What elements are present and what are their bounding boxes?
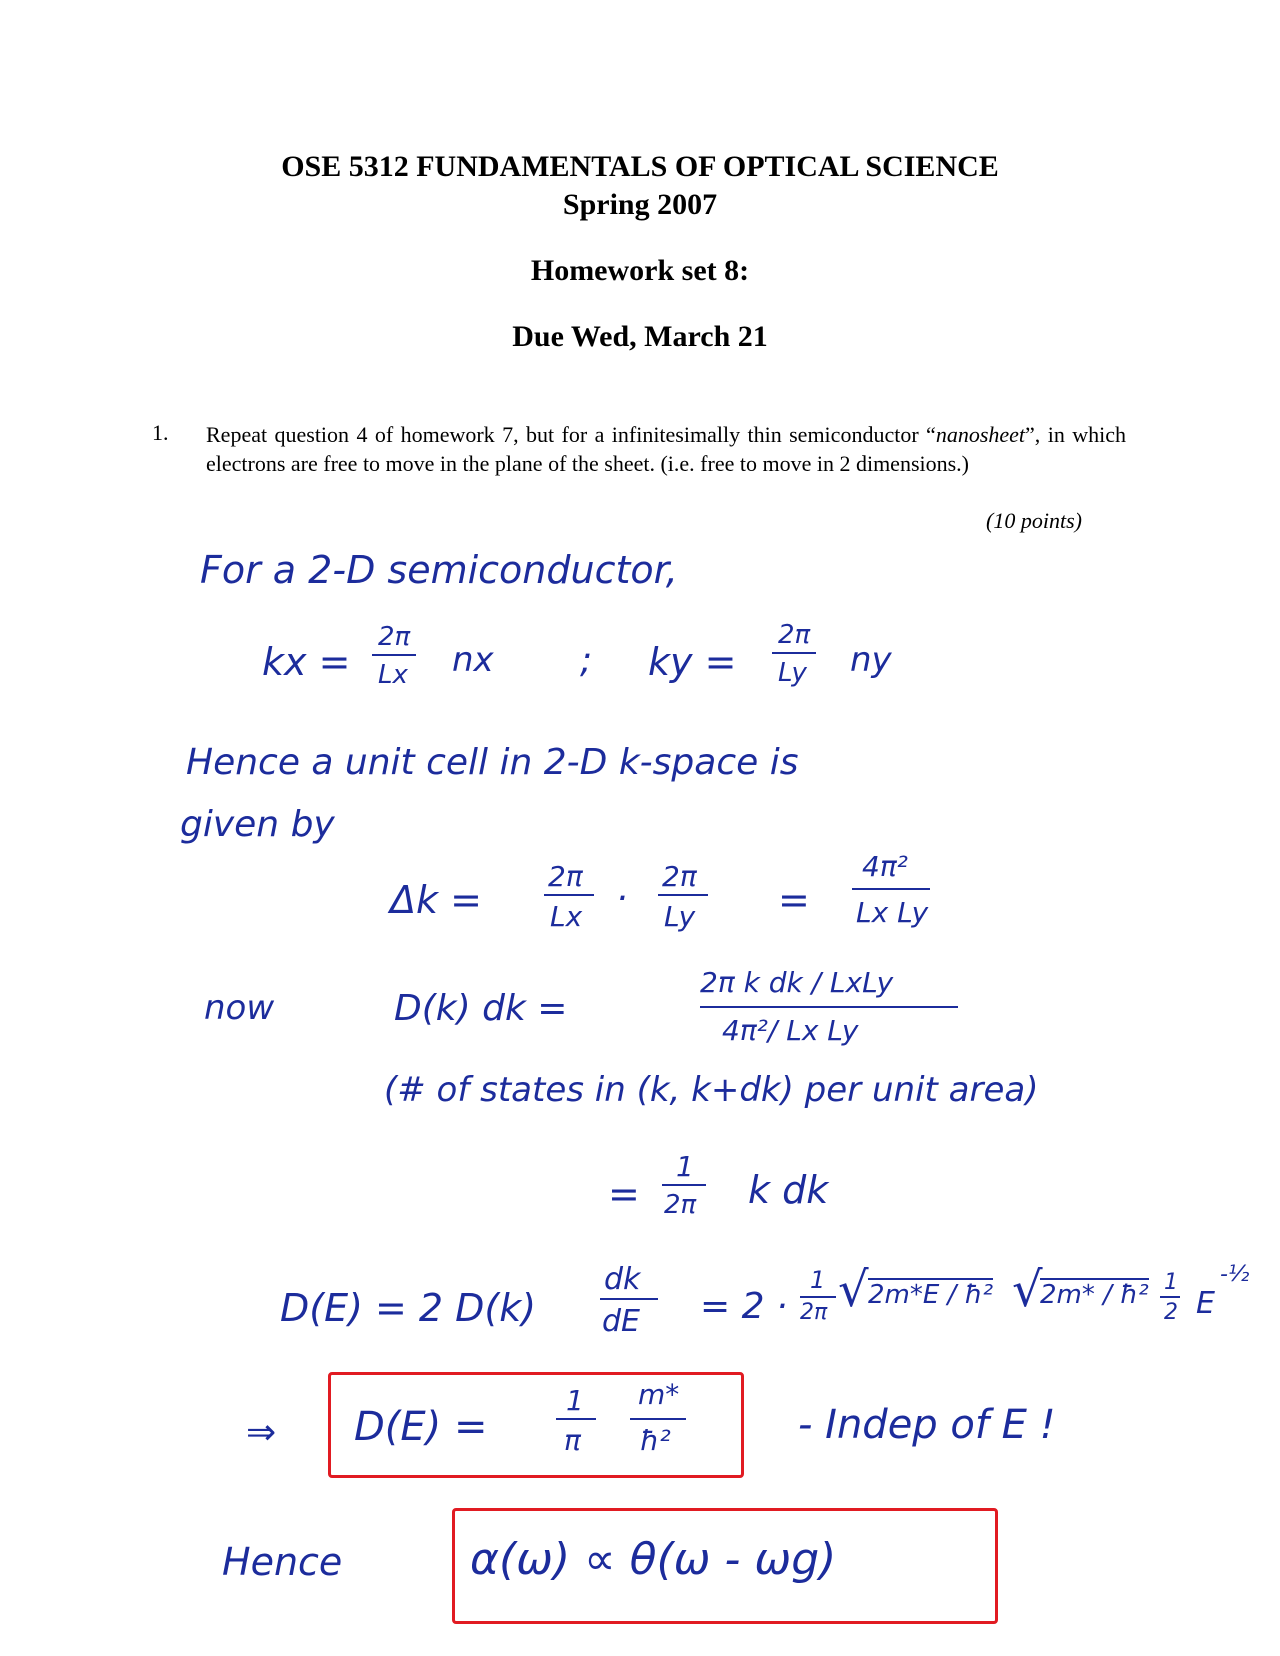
course-title: OSE 5312 FUNDAMENTALS OF OPTICAL SCIENCE <box>281 150 999 183</box>
independence-note: - Indep of E ! <box>798 1402 1056 1448</box>
de-tail: E <box>1196 1286 1215 1321</box>
kx-frac-bar <box>372 654 416 656</box>
question-text-end: ”, in which electrons are free to move in the plane of the sheet. (i.e. free to move in 2 dimensions.) <box>206 422 1126 476</box>
final-proportionality: α(ω) ∝ θ(ω - ωg) <box>470 1534 837 1585</box>
dk-frac2-den: Ly <box>664 900 696 933</box>
de-sqrt2-sign: √ <box>1012 1262 1043 1318</box>
ky-lhs: ky = <box>648 640 737 684</box>
dk-result-num: 4π² <box>862 850 908 883</box>
de-half-den: 2 <box>1164 1300 1178 1325</box>
hence-label: Hence <box>222 1540 343 1584</box>
question-number: 1. <box>152 420 169 445</box>
now-label: now <box>204 988 275 1028</box>
result-bar1 <box>556 1418 596 1420</box>
de-rhs: = 2 · <box>700 1286 788 1327</box>
dk-result-bar <box>852 888 930 890</box>
de-derivation-lhs: D(E) = 2 D(k) <box>280 1286 537 1330</box>
ky-den: Ly <box>778 658 807 688</box>
states-note: (# of states in (k, k+dk) per unit area) <box>384 1070 1039 1110</box>
dk-frac1-bar <box>544 894 594 896</box>
ky-frac-bar <box>772 652 816 654</box>
kx-num: 2π <box>378 622 411 652</box>
implies-arrow: ⇒ <box>246 1412 277 1453</box>
de-exponent: -½ <box>1220 1262 1250 1287</box>
de-coef-bar <box>800 1296 836 1298</box>
result-den1: π <box>564 1424 581 1457</box>
result-den2: ħ² <box>640 1424 671 1457</box>
de-dk-num: dk <box>604 1262 641 1297</box>
dkdk-simplified-bar <box>662 1184 706 1186</box>
ky-num: 2π <box>778 620 811 650</box>
dkdk-bar <box>700 1006 958 1008</box>
de-half-num: 1 <box>1164 1270 1178 1295</box>
de-dk-bar <box>600 1298 658 1300</box>
dk-frac2-num: 2π <box>662 860 697 893</box>
ky-var: ny <box>850 640 892 680</box>
de-sqrt1: 2m*E / ħ² <box>868 1280 994 1310</box>
unit-cell-text: Hence a unit cell in 2-D k-space is <box>186 742 799 783</box>
result-num2: m* <box>638 1378 680 1411</box>
solution-intro: For a 2-D semiconductor, <box>200 548 678 592</box>
dkdk-den: 4π²/ Lx Ly <box>722 1014 859 1047</box>
given-by-text: given by <box>180 804 335 845</box>
question-text-start: Repeat question 4 of homework 7, but for a infinitesimally thin semiconductor “ <box>206 422 936 447</box>
dk-eq: = <box>778 878 810 922</box>
dkdk-simplified-den: 2π <box>664 1190 697 1220</box>
kx-lhs: kx = <box>262 640 351 684</box>
de-coef-den: 2π <box>800 1300 828 1325</box>
question-text-emph: nanosheet <box>935 422 1026 447</box>
de-coef-num: 1 <box>810 1266 826 1294</box>
result-num1: 1 <box>566 1384 584 1417</box>
term: Spring 2007 <box>562 188 718 221</box>
k-separator: ; <box>580 640 593 681</box>
dk-frac1-num: 2π <box>548 860 583 893</box>
de-half-bar <box>1160 1296 1180 1298</box>
dk-dot: · <box>616 878 628 919</box>
question-points: (10 points) <box>986 508 1082 533</box>
de-dk-den: dE <box>602 1304 640 1339</box>
dk-result-den: Lx Ly <box>856 896 929 929</box>
dk-frac2-bar <box>658 894 708 896</box>
dkdk-num: 2π k dk / LxLy <box>700 966 894 999</box>
question-text <box>206 420 1126 478</box>
result-bar2 <box>630 1418 686 1420</box>
dkdk-simplified-num: 1 <box>676 1150 694 1183</box>
de-sqrt1-sign: √ <box>838 1262 869 1318</box>
dkdk-lhs: D(k) dk = <box>394 988 568 1029</box>
dk-lhs: Δk = <box>390 878 482 922</box>
dk-frac1-den: Lx <box>550 900 583 933</box>
dkdk-simplified-eq: = <box>608 1172 640 1216</box>
result-lhs: D(E) = <box>354 1404 488 1450</box>
homework-title: Homework set 8: <box>530 254 750 287</box>
kx-den: Lx <box>378 660 408 690</box>
due-date: Due Wed, March 21 <box>512 320 768 353</box>
dkdk-simplified-rhs: k dk <box>748 1168 829 1212</box>
de-sqrt2: 2m* / ħ² <box>1040 1280 1149 1310</box>
kx-var: nx <box>452 640 494 680</box>
